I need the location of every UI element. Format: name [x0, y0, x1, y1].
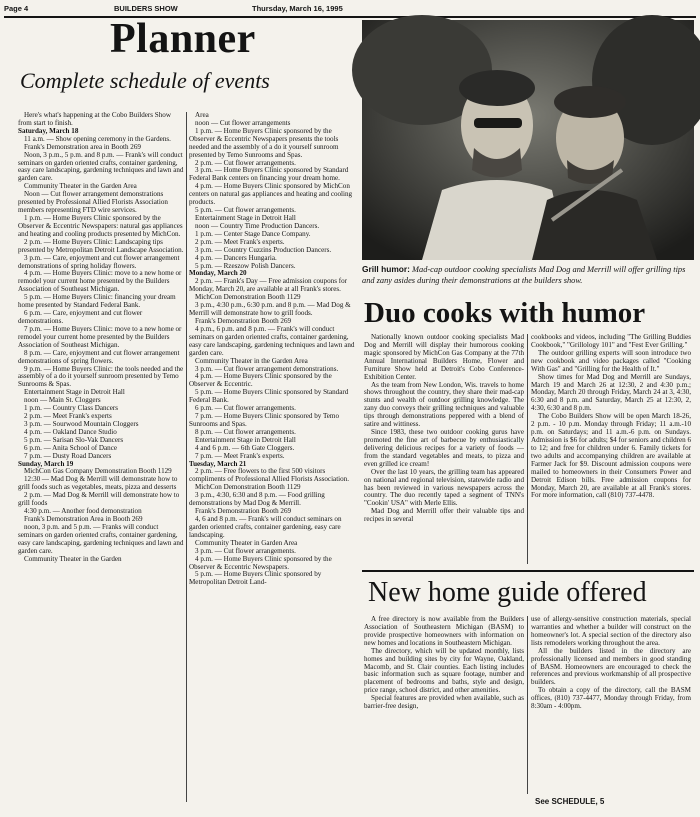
schedule-entry: 2 p.m. — Cut flower arrangements. — [195, 158, 296, 167]
article-duo-column-2 — [531, 334, 691, 564]
article-guide-column-2 — [531, 616, 691, 794]
schedule-entry: 3 p.m. — Sourwood Mountain Cloggers — [24, 419, 139, 428]
schedule-entry: 2 p.m. — Meet Frank's experts. — [195, 237, 285, 246]
page-title: Planner — [110, 16, 256, 62]
schedule-entry: 3 p.m. — Home Buyers Clinic sponsored by Standard Federal Bank centers on financing your dream home. — [189, 166, 351, 183]
schedule-entry: Area — [195, 111, 209, 119]
schedule-entry: 6 p.m. — Care, enjoyment and cut flower demonstrations. — [18, 309, 144, 325]
schedule-entry: Here's what's happening at the Cobo Builders Show from start to finish. — [18, 111, 173, 127]
schedule-entry: 4 p.m. — Home Buyers Clinic sponsored by MichCon centers on natural gas appliances and heating and cooling products. — [189, 182, 354, 207]
article-paragraph: The outdoor grilling experts will soon introduce two new cookbook and video packages called "Cooking With Gas" and "Grilling for the Health of It." — [531, 348, 693, 373]
schedule-entry: Entertainment Stage in Detroit Hall — [195, 213, 296, 222]
schedule-column-2 — [189, 112, 357, 802]
article-duo-column-1 — [364, 334, 524, 564]
article-paragraph: Over the last 10 years, the grilling team has appeared on national and regional television, statewide radio and has been reviewed in various newspapers across the country. The duo recently taped a segment of TNN's "Cookin' USA" with Merle Ellis. — [364, 467, 526, 508]
article-paragraph: A free directory is now available from the Builders Association of Southeastern Michigan (BASM) to provide prospective homeowners with information on new homes and locations in Southeastern Michigan. — [364, 615, 526, 647]
schedule-entry: 9 p.m. — Home Buyers Clinic: the tools needed and the assembly of a do it yourself sunroom presented by Temo Sunrooms & Spas. — [18, 364, 185, 389]
schedule-entry: 1 p.m. — Center Stage Dance Company. — [195, 229, 311, 238]
caption-label: Grill humor: — [362, 264, 410, 274]
schedule-entry: 7 p.m. — Meet Frank's experts. — [195, 451, 285, 460]
schedule-entry: Frank's Demonstration Booth 269 — [195, 316, 292, 325]
schedule-entry: noon — Main St. Cloggers — [24, 396, 101, 405]
article-paragraph: Since 1983, these two outdoor cooking gurus have promoted the fine art of barbecue by enthusiastically delivering delicious recipes for a variety of foods — from the standard vegetables and meats, to pizza and even grilled ice cream! — [364, 428, 526, 468]
schedule-entry: 11 a.m. — Show opening ceremony in the Gardens. — [24, 134, 171, 143]
schedule-entry: Community Theater in the Garden Area — [24, 182, 137, 191]
schedule-entry: 1 p.m. — Home Buyers Clinic sponsored by the Observer & Eccentric Newspapers presents the tools needed and the assembly of a do it yourself sunroom presented by Temo Sunrooms and Spas. — [189, 126, 341, 159]
schedule-day-heading: Monday, March 20 — [189, 269, 247, 278]
schedule-entry: Community Theater in the Garden Area — [195, 356, 308, 365]
article-headline-home-guide: New home guide offered — [368, 577, 647, 608]
photo-caption — [362, 264, 694, 286]
article-paragraph: The Cobo Builders Show will be open March 18-26, 2 p.m. - 10 p.m. Monday through Friday; 11 a.m.-10 p.m. on Saturdays; and 11 a.m.-6 p.m. on Sundays. Admission is $6 for adults; $4 for seniors and children 6 to 12; and free for children under 6. Family tickets for two adults and accompanying children are available at Farmer Jack for $9. Discount admission coupons were mailed to homeowners in their Consumers Power and Detroit Edison bills. Free admission coupons for Monday, March 20, are available at all Frank's stores. For more information, call (810) 737-4478. — [531, 412, 693, 500]
schedule-day-heading: Tuesday, March 21 — [189, 459, 247, 468]
schedule-entry: noon — Cut flower arrangements — [195, 118, 291, 127]
page-number: Page 4 — [4, 4, 29, 13]
schedule-entry: 2 p.m. — Frank's Day — Free admission coupons for Monday, March 20, are available at all Frank's stores. — [189, 277, 349, 294]
caption-text: Mad-cap outdoor cooking specialists Mad Dog and Merrill will offer grilling tips and zany asides during their demonstrations at the builders show. — [362, 265, 686, 285]
schedule-entry: Frank's Demonstration Area in Booth 269 — [24, 515, 143, 524]
section-name: BUILDERS SHOW — [114, 4, 178, 13]
schedule-entry: 12:30 — Mad Dog & Merrill will demonstrate how to grill foods such as vegetables, meats, pizza and desserts — [18, 475, 180, 492]
article-paragraph: cookbooks and videos, including "The Grilling Buddies Cookbook," "Grillology 101" and "Fest Ever Grilling." — [531, 333, 693, 349]
schedule-entry: noon — Country Time Production Dancers. — [195, 221, 320, 230]
schedule-entry: 3 p.m. — Care, enjoyment and cut flower arrangement demonstrations of spring holiday flowers. — [18, 253, 182, 270]
schedule-entry: 3 p.m. — Cut flower arrangements. — [195, 546, 296, 555]
schedule-column-1 — [18, 112, 184, 802]
article-paragraph: Mad Dog and Merrill offer their valuable tips and recipes in several — [364, 507, 526, 524]
schedule-entry: 1 p.m. — Home Buyers Clinic sponsored by the Observer & Eccentric Newspapers: natural gas appliances and heating and cooling products presented by MichCon. — [18, 213, 185, 238]
schedule-entry: 5 p.m. — Rzeszow Polish Dancers. — [195, 261, 296, 270]
schedule-entry: 5 p.m. — Sarisan Slo-Vak Dancers — [24, 435, 124, 444]
schedule-entry: 2 p.m. — Free flowers to the first 500 visitors compliments of Professional Allied Florists Association. — [189, 467, 349, 484]
schedule-entry: Noon — Cut flower arrangement demonstrations presented by Professional Allied Florists Association members representing FTD wire services. — [18, 190, 170, 215]
schedule-entry: 4 p.m. — Home Buyers Clinic: move to a new home or remodel your current home presented by the Builders Association of Southeast Michigan. — [18, 269, 184, 294]
schedule-entry: 5 p.m. — Home Buyers Clinic: financing your dream home presented by Standard Federal Bank. — [18, 293, 178, 310]
schedule-entry: 6 p.m. — Anita School of Dance — [24, 443, 117, 452]
schedule-entry: 2 p.m. — Meet Frank's experts — [24, 412, 112, 421]
article-guide-column-1 — [364, 616, 524, 794]
schedule-entry: 4 p.m. — Home Buyers Clinic sponsored by the Observer & Eccentric Newspapers. — [189, 554, 334, 571]
article-paragraph: The directory, which will be updated monthly, lists homes and building sites by city for Wayne, Oakland, Macomb, and St. Clair counties. Each listing includes basic information such as square footage, number and placement of bedrooms and baths, style and design, price range, school district, and other amenities. — [364, 646, 526, 695]
schedule-day-heading: Saturday, March 18 — [18, 126, 79, 135]
article-paragraph: use of allergy-sensitive construction materials, special warranties and whether a builder will construct on the homeowner's lot. A special section of the directory also lists remodelers working throughout the area. — [531, 615, 693, 647]
schedule-entry: 5 p.m. — Home Buyers Clinic sponsored by Standard Federal Bank. — [189, 388, 351, 405]
schedule-entry: Entertainment Stage in Detroit Hall — [195, 435, 296, 444]
page-subtitle: Complete schedule of events — [20, 68, 270, 93]
schedule-entry: Entertainment Stage in Detroit Hall — [24, 388, 125, 397]
schedule-entry: 5 p.m. — Cut flower arrangements. — [195, 206, 296, 215]
schedule-entry: 7 p.m. — Home Buyers Clinic: move to a new home or remodel your current home presented by the Builders Association of Southeast Michigan. — [18, 324, 184, 349]
schedule-entry: 1 p.m. — Country Class Dancers — [24, 404, 118, 413]
article-headline-duo: Duo cooks with humor — [364, 297, 646, 329]
schedule-entry: Noon, 3 p.m., 5 p.m. and 8 p.m. — Frank's will conduct seminars on garden oriented crafts, container gardening, easy care landscaping, gardening techniques and lawn and garden care. — [18, 150, 186, 183]
schedule-entry: 2 p.m. — Home Buyers Clinic: Landscaping tips presented by Metropolitan Detroit Landscape Association. — [18, 237, 184, 254]
schedule-entry: 7 p.m. — Dusty Road Dancers — [24, 451, 112, 460]
schedule-entry: MichCon Demonstration Booth 1129 — [195, 293, 301, 302]
article-paragraph: As the team from New London, Wis. travels to home shows throughout the country, they share their mad-cap stunts and wealth of outdoor grilling knowledge. The zany duo conveys their grilling techniques and valuable tips through demonstrations peppered with a blend of satire and wittiness. — [364, 380, 526, 429]
schedule-entry: 7 p.m. — Home Buyers Clinic sponsored by Temo Sunrooms and Spas. — [189, 412, 341, 428]
column-divider — [186, 112, 187, 802]
schedule-entry: 6 p.m. — Cut flower arrangements. — [195, 404, 296, 413]
schedule-entry: MichCon Gas Company Demonstration Booth 1129 — [24, 467, 172, 476]
schedule-entry: 3 p.m., 4:30 p.m., 6:30 p.m. and 8 p.m. — Mad Dog & Merrill will demonstrate how to grill foods. — [189, 301, 353, 318]
article-paragraph: Show times for Mad Dog and Merrill are Sundays, March 19 and March 26 at 12:30, 2 and 4:30 p.m.; Monday, March 20 through Friday, March 24 at 3, 4:30, 6:30 and 8 p.m. and Saturday, March 25 at 12:30, 2, 4:30, 6:30 and 8 p.m. — [531, 372, 693, 413]
page-header — [4, 2, 696, 18]
article-paragraph: All the builders listed in the directory are professionally licensed and members in good standing of BASM. Homeowners are encouraged to check the references and previous workmanship of all prospective builders. — [531, 646, 693, 687]
schedule-entry: 4:30 p.m. — Another food demonstration — [24, 507, 142, 516]
article-paragraph: Special features are provided when available, such as barrier-free design, — [364, 694, 526, 711]
schedule-entry: 8 p.m. — Care, enjoyment and cut flower arrangement demonstrations of spring flowers. — [18, 348, 182, 365]
column-divider — [527, 616, 528, 794]
schedule-entry: 5 p.m. — Home Buyers Clinic sponsored by Metropolitan Detroit Land- — [189, 570, 324, 587]
schedule-entry: Community Theater in the Garden — [24, 554, 122, 563]
schedule-entry: Frank's Demonstration area in Booth 269 — [24, 142, 141, 151]
schedule-entry: 4, 6 and 8 p.m. — Frank's will conduct seminars on garden oriented crafts, container gardening, easy care landscaping. — [189, 515, 344, 539]
continued-jump-line: See SCHEDULE, 5 — [535, 797, 605, 806]
duo-photo — [362, 20, 694, 260]
schedule-entry: 4 p.m., 6 p.m. and 8 p.m. — Frank's will conduct seminars on garden oriented crafts, container gardening, easy care landscaping, gardening techniques and lawn and garden care. — [189, 324, 357, 357]
schedule-entry: 3 p.m., 4:30, 6:30 and 8 p.m. — Food grilling demonstrations by Mad Dog & Merrill. — [189, 491, 327, 508]
column-divider — [527, 334, 528, 564]
schedule-entry: Community Theater in Garden Area — [195, 538, 298, 547]
schedule-entry: 2 p.m. — Mad Dog & Merrill will demonstrate how to grill foods — [18, 491, 182, 508]
section-rule — [362, 570, 694, 572]
schedule-entry: MichCon Demonstration Booth 1129 — [195, 483, 301, 492]
schedule-entry: 8 p.m. — Cut flower arrangements. — [195, 427, 296, 436]
schedule-day-heading: Sunday, March 19 — [18, 459, 74, 468]
schedule-entry: 3 p.m. — Cut flower arrangement demonstrations. — [195, 364, 339, 373]
schedule-entry: 4 and 6 p.m. — 6th Gate Cloggers. — [195, 443, 295, 452]
article-paragraph: Nationally known outdoor cooking specialists Mad Dog and Merrill will display their humorous cooking magic sponsored by MichCon Gas Company at the 77th Annual International Builders Home, Flower and Furniture Show held at Detroit's Cobo Conference-Exhibition Center. — [364, 333, 526, 381]
schedule-entry: Frank's Demonstration Booth 269 — [195, 507, 292, 516]
schedule-entry: 3 p.m. — Country Cuzzins Production Dancers. — [195, 245, 332, 254]
article-paragraph: To obtain a copy of the directory, call the BASM offices, (810) 737-4477, Monday through Friday, from 8:30am - 4:00pm. — [531, 686, 693, 711]
schedule-entry: 4 p.m. — Dancers Hungaria. — [195, 253, 277, 262]
schedule-entry: noon, 3 p.m. and 5 p.m. — Franks will conduct seminars on garden oriented crafts, container gardening, easy care landscaping, gardening techniques and lawn and garden care. — [18, 522, 186, 555]
schedule-entry: 4 p.m. — Oakland Dance Studio — [24, 427, 117, 436]
schedule-entry: 4 p.m. — Home Buyers Clinic sponsored by the Observer & Eccentric. — [189, 372, 334, 389]
issue-date: Thursday, March 16, 1995 — [252, 4, 343, 13]
